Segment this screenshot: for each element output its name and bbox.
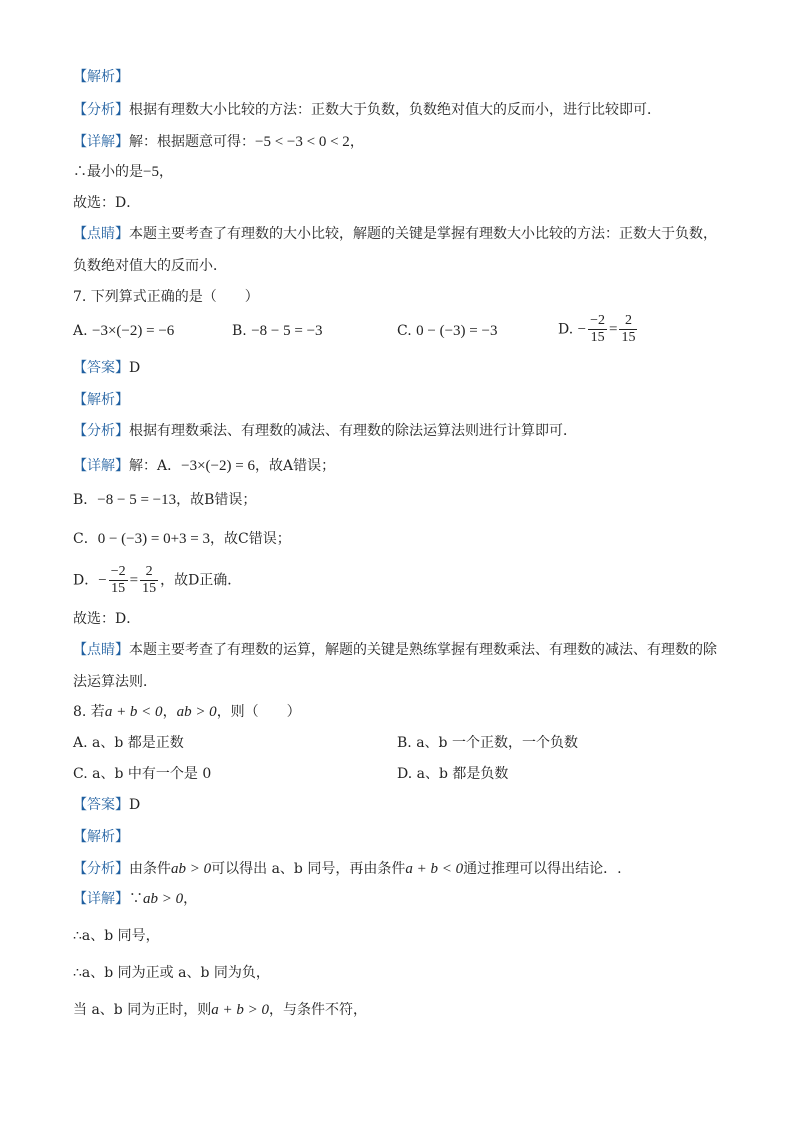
q8-detail-3: ∴a、b 同为正或 a、b 同为负， — [73, 965, 270, 981]
detail-equals: = — [129, 572, 139, 589]
q8-stem — [73, 702, 301, 722]
q7-detail-d — [73, 564, 241, 597]
analysis-tag: 【分析】 — [73, 423, 129, 439]
q8-option-c: C. a、b 中有一个是 0 — [73, 766, 212, 782]
detail-text: 解：A． — [129, 458, 182, 474]
detail-text: ，与条件不符， — [268, 1002, 367, 1018]
analysis-text: 通过推理可以得出结论．. — [463, 861, 622, 877]
detail-tag: 【详解】 — [73, 134, 129, 150]
detail-math: ab > 0 — [143, 891, 184, 907]
analysis-tag: 【分析】 — [73, 861, 129, 877]
analysis-line — [73, 100, 661, 120]
jiexi-heading: 【解析】 — [73, 69, 129, 85]
choice-line: 故选：D． — [73, 195, 141, 211]
conclusion-math: −5 — [143, 164, 159, 180]
q8-option-b: B. a、b 一个正数，一个负数 — [397, 735, 578, 751]
answer-value: D — [129, 360, 141, 376]
option-minus: − — [577, 321, 587, 338]
option-math: 0 − (−3) = −3 — [416, 323, 498, 339]
detail-text: 解：根据题意可得： — [129, 134, 255, 150]
q8-analysis — [73, 859, 622, 879]
detail-line — [73, 132, 364, 152]
detail-text: B． — [73, 492, 98, 508]
option-math: −3×(−2) = −6 — [92, 323, 175, 339]
option-label: B. — [232, 323, 247, 339]
q7-analysis — [73, 421, 577, 441]
q7-remark-1 — [73, 640, 717, 660]
fraction-denominator: 15 — [621, 330, 636, 345]
detail-text: ，故D正确． — [160, 572, 242, 589]
detail-text: ， — [183, 891, 198, 907]
q8-answer — [73, 795, 140, 815]
fraction-numerator: 2 — [624, 313, 632, 328]
detail-text: ，故B错误； — [176, 492, 257, 508]
q8-jiexi-heading: 【解析】 — [73, 829, 129, 845]
detail-math: −8 − 5 = −13 — [97, 492, 177, 508]
detail-math: −3×(−2) = 6 — [181, 458, 255, 474]
detail-math: a + b > 0 — [211, 1002, 269, 1018]
q8-detail-4 — [73, 1000, 367, 1020]
q7-option-c — [397, 321, 497, 341]
remark-text: 本题主要考查了有理数的运算，解题的关键是熟练掌握有理数乘法、有理数的减法、有理数的除 — [129, 642, 717, 658]
conclusion-punct: ， — [158, 164, 173, 180]
stem-text: ， — [162, 704, 177, 720]
stem-text: 8. 若 — [73, 704, 105, 720]
option-math: −8 − 5 = −3 — [251, 323, 323, 339]
q8-detail-2: ∴a、b 同号， — [73, 928, 160, 944]
q7-detail-a — [73, 456, 335, 476]
detail-text: 当 a、b 同为正时，则 — [73, 1002, 212, 1018]
q7-detail-c — [73, 529, 291, 549]
q7-stem: 7. 下列算式正确的是（ ） — [73, 289, 259, 305]
option-label: A. — [73, 323, 88, 339]
detail-math: 0 − (−3) = 0+3 = 3 — [97, 531, 211, 547]
option-equals: = — [609, 321, 618, 338]
q7-detail-b — [73, 490, 256, 510]
option-label: C. — [397, 323, 412, 339]
remark-line-2: 负数绝对值大的反而小． — [73, 258, 227, 274]
q7-option-b — [232, 321, 323, 341]
detail-punct: ， — [349, 134, 364, 150]
detail-tag: 【详解】 — [73, 891, 129, 907]
detail-math: −5 < −3 < 0 < 2 — [255, 134, 350, 150]
fraction-numerator: −2 — [110, 564, 126, 579]
remark-tag: 【点睛】 — [73, 642, 129, 658]
q7-jiexi-heading: 【解析】 — [73, 392, 129, 408]
q8-detail-1 — [73, 889, 197, 909]
analysis-text: 根据有理数乘法、有理数的减法、有理数的除法运算法则进行计算即可． — [129, 423, 577, 439]
q7-remark-2: 法运算法则． — [73, 674, 157, 690]
remark-tag: 【点睛】 — [73, 226, 129, 242]
stem-math: ab > 0 — [176, 704, 217, 720]
fraction — [109, 564, 128, 597]
q7-choice: 故选：D． — [73, 611, 141, 627]
analysis-text: 可以得出 a、b 同号，再由条件 — [211, 861, 406, 877]
q8-option-d: D. a、b 都是负数 — [397, 766, 509, 782]
analysis-math: a + b < 0 — [405, 861, 464, 877]
stem-text: ，则（ ） — [216, 704, 301, 720]
detail-text: D． — [73, 572, 99, 589]
detail-tag: 【详解】 — [73, 458, 129, 474]
answer-value: D — [129, 797, 141, 813]
analysis-math: ab > 0 — [171, 861, 212, 877]
fraction-numerator: 2 — [145, 564, 153, 579]
stem-math: a + b < 0 — [104, 704, 163, 720]
q8-option-a: A. a、b 都是正数 — [73, 735, 184, 751]
fraction — [140, 564, 158, 597]
conclusion-line — [73, 162, 173, 182]
fraction — [619, 313, 637, 346]
detail-text: ，故C错误； — [210, 531, 291, 547]
fraction-denominator: 15 — [588, 329, 607, 346]
q7-option-a — [73, 321, 174, 341]
detail-text: ∵ — [129, 891, 143, 907]
answer-tag: 【答案】 — [73, 797, 129, 813]
q7-answer — [73, 358, 140, 378]
answer-tag: 【答案】 — [73, 360, 129, 376]
detail-text: C． — [73, 531, 98, 547]
remark-line-1 — [73, 224, 717, 244]
analysis-text: 由条件 — [129, 861, 171, 877]
analysis-text: 根据有理数大小比较的方法：正数大于负数，负数绝对值大的反而小，进行比较即可． — [129, 102, 661, 118]
fraction-denominator: 15 — [109, 580, 128, 597]
remark-text: 本题主要考查了有理数的大小比较，解题的关键是掌握有理数大小比较的方法：正数大于负数， — [129, 226, 717, 242]
fraction-denominator: 15 — [142, 581, 157, 596]
conclusion-text: ∴最小的是 — [73, 164, 143, 180]
option-label: D. — [558, 321, 574, 338]
detail-text: ，故A错误； — [254, 458, 336, 474]
analysis-tag: 【分析】 — [73, 102, 129, 118]
fraction-numerator: −2 — [590, 313, 606, 328]
q7-option-d — [558, 313, 639, 346]
fraction — [588, 313, 607, 346]
detail-minus: − — [98, 572, 107, 589]
